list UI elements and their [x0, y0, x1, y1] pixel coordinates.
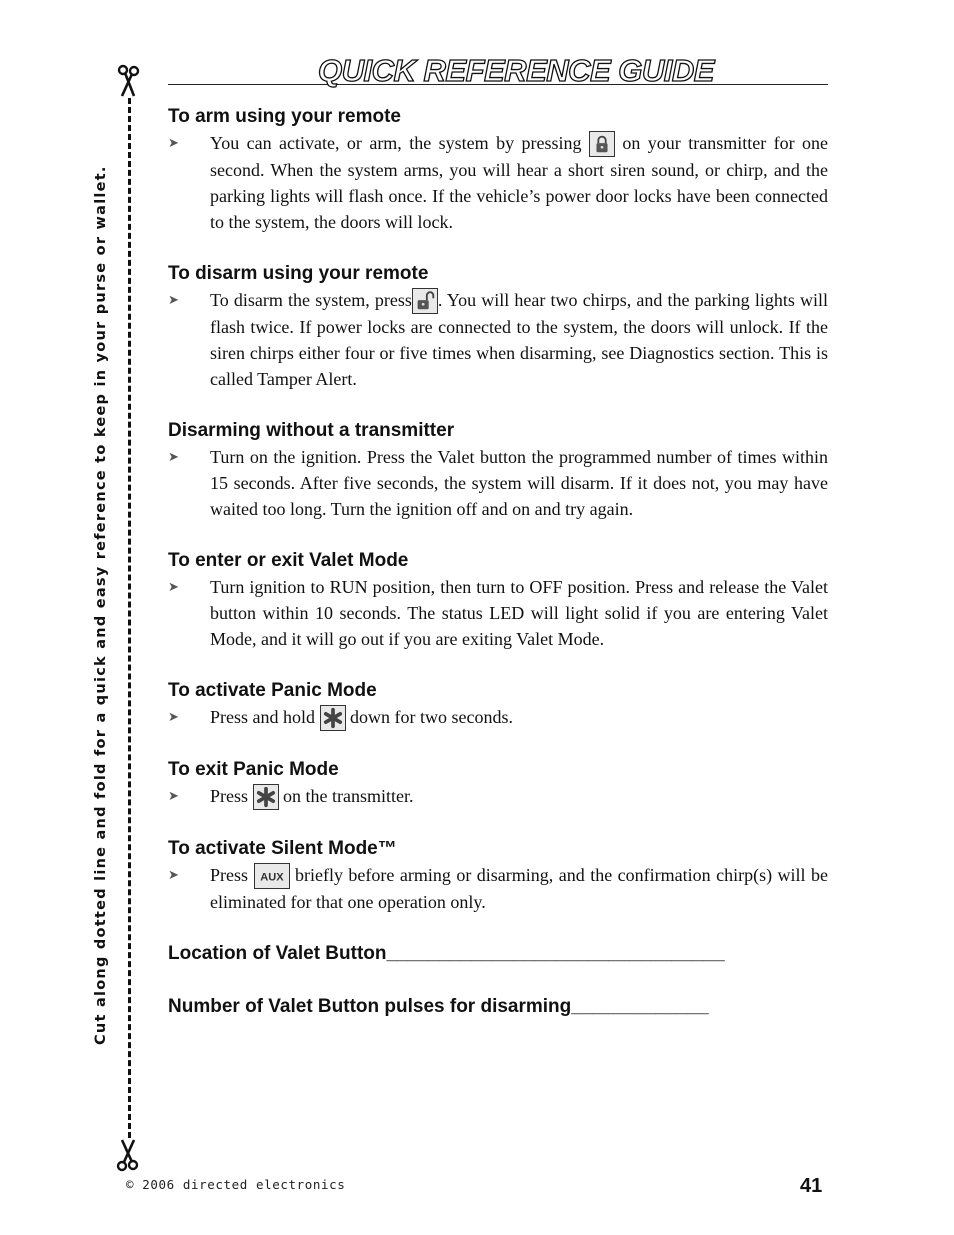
scissors-icon — [116, 1138, 140, 1172]
arrow-bullet-icon: ➤ — [168, 709, 179, 724]
instruction-item: ➤ Turn ignition to RUN position, then turn to OFF position. Press and release the Valet button within 10 seconds. The status LED will light solid if you are entering Valet Mode, and it will go out if you are exiting Valet Mode. — [168, 574, 828, 652]
page-number: 41 — [800, 1175, 823, 1197]
section-valet-mode — [168, 548, 828, 652]
section-heading: To activate Panic Mode — [168, 680, 377, 701]
copyright-footer: © 2006 directed electronics — [126, 1177, 346, 1192]
arrow-bullet-icon: ➤ — [168, 788, 179, 803]
section-heading: Disarming without a transmitter — [168, 420, 455, 441]
instruction-item: ➤ Turn on the ignition. Press the Valet button the programmed number of times within 15 seconds. After five seconds, the system will disarm. If it does not, you may have waited too long. Turn the ignition off and on and try again. — [168, 444, 828, 522]
svg-text:AUX: AUX — [259, 871, 284, 884]
section-heading: To exit Panic Mode — [168, 759, 339, 780]
arrow-bullet-icon: ➤ — [168, 135, 179, 150]
arrow-bullet-icon: ➤ — [168, 292, 179, 307]
instruction-item: ➤ You can activate, or arm, the system by pressing on your transmitter for one second. When the system arms, you will hear a short siren sound, or chirp, and the parking lights will flash once. If the vehicle’s power door locks have been connected to the system, the doors will lock. — [168, 130, 828, 235]
cut-instructions: Cut along dotted line and fold for a quick and easy reference to keep in your purse or wallet. — [93, 165, 109, 1045]
instruction-item: ➤ Press on the transmitter. — [168, 783, 828, 810]
arrow-bullet-icon: ➤ — [168, 867, 179, 882]
valet-location-field[interactable]: Location of Valet Button________________________________ — [168, 943, 725, 964]
scissors-icon — [116, 64, 140, 98]
page-title: QUICK REFERENCE GUIDE — [318, 53, 714, 88]
section-arm — [168, 104, 828, 235]
section-disarm — [168, 261, 828, 392]
unlock-icon — [412, 288, 438, 314]
section-exit-panic — [168, 757, 828, 810]
valet-pulses-field[interactable]: Number of Valet Button pulses for disarming_____________ — [168, 996, 709, 1017]
arrow-bullet-icon: ➤ — [168, 579, 179, 594]
lock-icon — [589, 131, 615, 157]
content — [168, 104, 828, 1047]
asterisk-icon — [320, 705, 346, 731]
instruction-item: ➤ Press AUX briefly before arming or disarming, and the confirmation chirp(s) will be eliminated for that one operation only. — [168, 862, 828, 915]
arrow-bullet-icon: ➤ — [168, 449, 179, 464]
section-heading: To activate Silent Mode™ — [168, 838, 397, 859]
section-activate-panic — [168, 678, 828, 731]
page-title-bar — [168, 52, 828, 88]
section-silent-mode — [168, 836, 828, 915]
section-heading: To enter or exit Valet Mode — [168, 550, 409, 571]
instruction-item: ➤ To disarm the system, press . You will hear two chirps, and the parking lights will flash twice. If power locks are connected to the system, the doors will unlock. If the siren chirps either four or five times when disarming, see Diagnostics section. This is called Tamper Alert. — [168, 287, 828, 392]
section-heading: To disarm using your remote — [168, 263, 429, 284]
asterisk-icon — [253, 784, 279, 810]
section-disarm-no-transmitter — [168, 418, 828, 522]
aux-icon — [254, 863, 290, 889]
section-heading: To arm using your remote — [168, 106, 401, 127]
cut-line — [128, 98, 131, 1138]
instruction-item: ➤ Press and hold down for two seconds. — [168, 704, 828, 731]
